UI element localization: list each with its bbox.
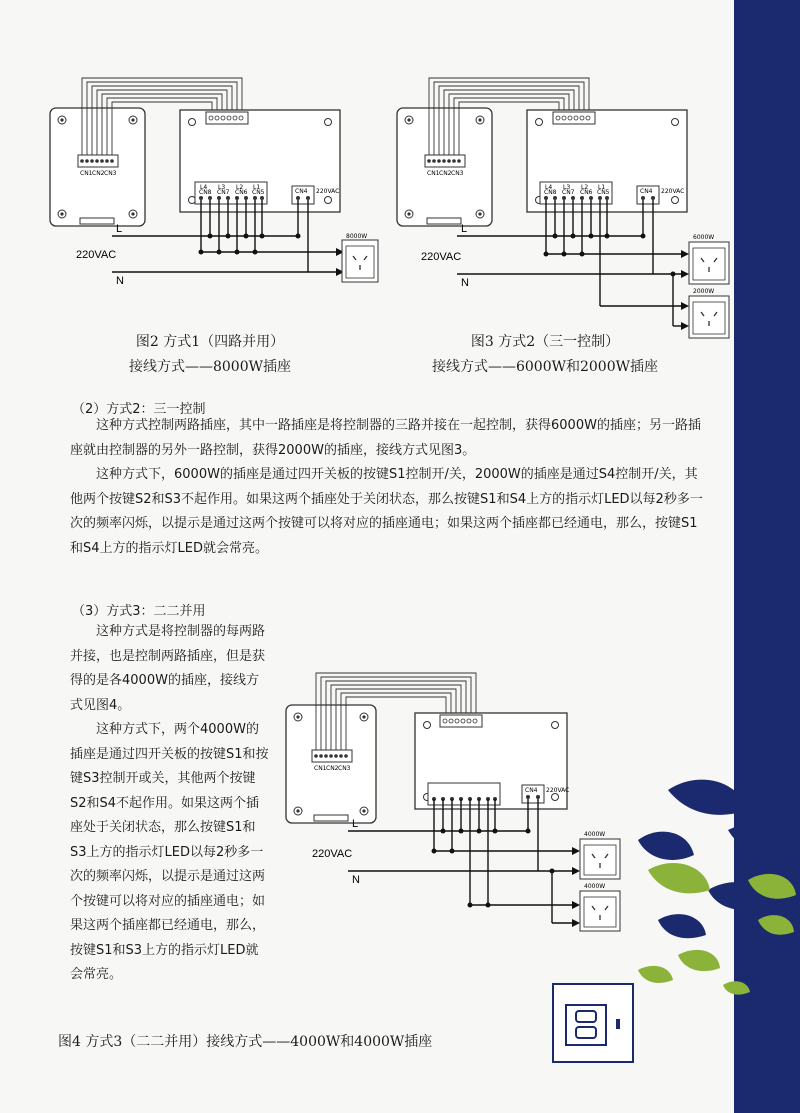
figure-2-diagram (40, 60, 380, 330)
fig4-cn1-label: CN1 (314, 765, 327, 772)
fig2-relay-cn6: CN6 (235, 189, 248, 196)
fig3-relay-l2: L2 (581, 184, 589, 191)
fig2-socket-watt: 8000W (346, 233, 368, 240)
fig3-cn3-label: CN3 (451, 170, 464, 177)
figure-2-caption (90, 330, 330, 380)
fig3-relay-l4: L4 (545, 184, 553, 191)
section-3-heading: （3）方式3：二二并用 (72, 604, 206, 619)
fig4-power-label: 220VAC (546, 787, 570, 794)
fig3-relay-cn5: CN5 (597, 189, 610, 196)
fig2-relay-l1: L1 (253, 184, 261, 191)
fig2-label-l: L (116, 223, 123, 235)
fig3-relay-cn8: CN8 (544, 189, 557, 196)
fig3-power-label: 220VAC (661, 188, 685, 195)
fig3-cn2-label: CN2 (439, 170, 452, 177)
fig2-power-label: 220VAC (316, 188, 340, 195)
fig3-relay-l1: L1 (598, 184, 606, 191)
section-3-paragraph-1: 这种方式是将控制器的每两路并接，也是控制两路插座，但是获得的是各4000W的插座，接线方式见图4。 (70, 624, 266, 713)
section-3-paragraph-2: 这种方式下，两个4000W的插座是通过四开关板的按键S1和按键S3控制开或关，其他两个按键S2和S4不起作用。如果这两个插座处于关闭状态，那么按键S1和S3上方的指示灯LED以每2秒多一次的频率闪烁，以提示是通过这两个按键可以将对应的插座通电；如果这两个插座都已经通电，那么，按键S1和S3上方的指示灯LED就会常亮。 (70, 722, 269, 982)
fig2-cn3-label: CN3 (104, 170, 117, 177)
fig3-label-l: L (461, 223, 468, 235)
fig3-cn1-label: CN1 (427, 170, 440, 177)
wall-switch-illustration (552, 983, 634, 1067)
fig3-relay-cn6: CN6 (580, 189, 593, 196)
figure-4-diagram (282, 665, 632, 935)
fig2-label-n: N (116, 275, 124, 287)
fig3-label-voltage: 220VAC (421, 251, 462, 263)
fig4-cn3-label: CN3 (338, 765, 351, 772)
figure-3-diagram (385, 60, 735, 350)
fig4-label-l: L (352, 818, 359, 830)
fig3-label-n: N (461, 277, 469, 289)
fig2-relay-l3: L3 (218, 184, 226, 191)
leaf-decoration (628, 770, 800, 1014)
fig2-relay-cn5: CN5 (252, 189, 265, 196)
fig2-power-cn: CN4 (295, 188, 308, 195)
section-2-paragraph-1: 这种方式控制两路插座，其中一路插座是将控制器的三路并接在一起控制，获得6000W的插座；另一路插座就由控制器的另外一路控制，获得2000W的插座，接线方式见图3。 (70, 418, 701, 458)
fig4-cn2-label: CN2 (326, 765, 339, 772)
fig3-socket1-watt: 6000W (693, 234, 715, 241)
fig2-cn2-label: CN2 (92, 170, 105, 177)
section-2-heading: （2）方式2：三一控制 (72, 402, 206, 417)
fig3-power-cn: CN4 (640, 188, 653, 195)
fig4-label-n: N (352, 874, 360, 886)
fig3-relay-cn7: CN7 (562, 189, 575, 196)
fig3-socket2-watt: 2000W (693, 288, 715, 295)
fig4-socket1-watt: 4000W (584, 831, 606, 838)
fig3-caption-line1: 图3 方式2（三一控制） (470, 334, 620, 350)
fig4-socket2-watt: 4000W (584, 883, 606, 890)
figure-4-caption: 图4 方式3（二二并用）接线方式——4000W和4000W插座 (58, 1034, 433, 1050)
fig2-relay-cn8: CN8 (199, 189, 212, 196)
figure-3-caption (410, 330, 680, 380)
fig4-label-voltage: 220VAC (312, 848, 353, 860)
fig2-cn1-label: CN1 (80, 170, 93, 177)
fig2-label-voltage: 220VAC (76, 249, 117, 261)
fig3-relay-l3: L3 (563, 184, 571, 191)
fig2-relay-l4: L4 (200, 184, 208, 191)
section-2-paragraph-2: 这种方式下，6000W的插座是通过四开关板的按键S1控制开/关，2000W的插座是通过S4控制开/关，其他两个按键S2和S3不起作用。如果这两个插座处于关闭状态，那么按键S1和S4上方的指示灯LED以每2秒多一次的频率闪烁，以提示是通过这两个按键可以将对应的插座通电；如果这两个插座都已经通电，那么，按键S1和S4上方的指示灯LED就会常亮。 (70, 467, 703, 556)
fig2-caption-line2: 接线方式——8000W插座 (128, 359, 292, 375)
fig2-relay-cn7: CN7 (217, 189, 230, 196)
fig4-power-cn: CN4 (525, 787, 538, 794)
fig2-caption-line1: 图2 方式1（四路并用） (135, 334, 285, 350)
fig2-relay-l2: L2 (236, 184, 244, 191)
fig3-caption-line2: 接线方式——6000W和2000W插座 (431, 359, 659, 375)
